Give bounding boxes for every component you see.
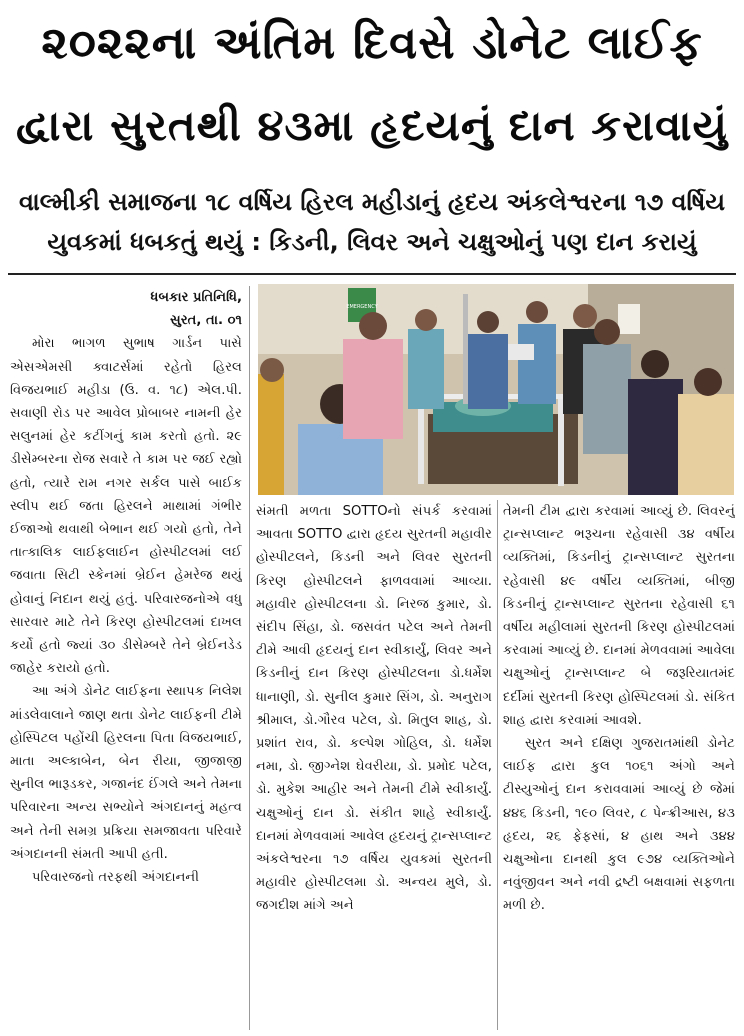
- hospital-photo: [258, 284, 734, 495]
- header-rule: [8, 273, 736, 275]
- article-column-3: [503, 500, 735, 1032]
- column1-paragraph-3: પરિવારજનો તરફથી અંગદાનની: [32, 870, 200, 886]
- article-column-1: [10, 286, 242, 1032]
- headline-line-2: દ્વારા સુરતથી ૪૩મા હૃદયનું દાન કરાવાયું: [16, 101, 728, 150]
- column-divider-2: [497, 500, 498, 1030]
- byline-reporter: ધબકાર પ્રતિનિધિ,: [150, 290, 242, 305]
- exit-sign-text: EMERGENCY: [346, 304, 378, 310]
- headline-line-1: ૨૦૨૨ના અંતિમ દિવસે ડોનેટ લાઈફ: [41, 16, 703, 69]
- article-column-2: [256, 500, 492, 1032]
- column2-paragraph-1: સંમતી મળતા SOTTOનો સંપર્ક કરવામાં આવતા SOTTO દ્વારા હૃદય સુરતની મહાવીર હોસ્પીટલને, કિડની અને લિવર સુરતની કિરણ હોસ્પીટલને ફાળવવામાં આવ્યા. મહાવીર હોસ્પીટલના ડો. નિરજ કુમાર, ડો. સંદીપ સિંહા, ડો. જસવંત પટેલ અને તેમની ટીમે આવી હૃદયનું દાન સ્વીકાર્યું, લિવર અને કિડનીનું દાન કિરણ હોસ્પીટલના ડો.ધર્મેશ ધાનાણી, ડો. સુનીલ કુમાર સિંગ, ડો. અનુરાગ શ્રીમાલ, ડો.ગૌરવ પટેલ, ડો. મિતુલ શાહ, ડો. પ્રશાંત રાવ, ડો. કલ્પેશ ગોહિલ, ડો. ધર્મેશ નમા, ડો. જીગ્નેશ ઘેવરીયા, ડો. પ્રમોદ પટેલ, ડો. મુકેશ આહીર અને તેમની ટીમે સ્વીકાર્યું. ચક્ષુઓનું દાન ડો. સંકીત શાહે સ્વીકાર્યું. દાનમાં મેળવવામાં આવેલ હૃદયનું ટ્રાન્સપ્લાન્ટ અંકલેશ્વરના ૧૭ વર્ષિય યુવકમાં સુરતની મહાવીર હોસ્પીટલમા ડો. અન્વય મુલે, ડો. જગદીશ માંગે અને: [256, 504, 492, 914]
- byline-dateline: સુરત, તા. ૦૧: [170, 313, 242, 329]
- subheadline-line-2: યુવકમાં ધબકતું થયું : કિડની, લિવર અને ચક્ષુઓનું પણ દાન કરાયું: [47, 228, 697, 256]
- subheadline-line-1: વાલ્મીકી સમાજના ૧૮ વર્ષિય હિરલ મહીડાનું હૃદય અંકલેશ્વરના ૧૭ વર્ષિય: [18, 188, 726, 216]
- column3-paragraph-2: સુરત અને દક્ષિણ ગુજરાતમાંથી ડોનેટ લાઈફ દ્વારા કુલ ૧૦૬૧ અંગો અને ટીસ્યુઓનું દાન કરાવવામાં આવ્યું છે જેમાં ૪૪૬ કિડની, ૧૯૦ લિવર, ૮ પેન્ક્રીઆસ, ૪૩ હૃદય, ૨૬ ફેફસાં, ૪ હાથ અને ૩૪૪ ચક્ષુઓના દાનથી કુલ ૯૭૪ વ્યક્તિઓને નવુંજીવન અને નવી દ્રષ્ટી બક્ષવામાં સફળતા મળી છે.: [503, 736, 735, 914]
- column1-paragraph-1: મોરા ભાગળ સુભાષ ગાર્ડન પાસે એસએમસી ક્વાટર્સમાં રહેતો હિરલ વિજયભાઈ મહીડા (ઉ. વ. ૧૮) એલ.પી. સવાણી રોડ પર આવેલ પ્રોબાબર નામની હેર સલુનમાં હેર કટીંગનું કામ કરતો હતો. ૨૯ ડીસેમ્બરના રોજ સવારે તે કામ પર જઈ રહ્યો હતો, ત્યારે રામ નગર સર્કલ પાસે બાઈક સ્લીપ થઈ જતા હિરલને માથામાં ગંભીર ઈજાઓ થવાથી બેભાન થઈ ગયો હતો, તેને તાત્કાલિક લાઈફલાઈન હોસ્પીટલમાં લઈ જવાતા સિટી સ્કેનમાં બ્રેઈન હેમરેજ થયું હોવાનું નિદાન થયું હતું. પરિવારજનોએ વધુ સારવાર માટે તેને કિરણ હોસ્પીટલમાં દાખલ કર્યો હતો જ્યાં ૩૦ ડીસેમ્બરે તેને બ્રેઈનડેડ જાહેર કરાયો હતો.: [10, 336, 242, 677]
- column-divider-1: [249, 286, 250, 1030]
- column3-paragraph-1: તેમની ટીમ દ્વારા કરવામાં આવ્યું છે. લિવરનું ટ્રાન્સપ્લાન્ટ ભરૂચના રહેવાસી ૩૪ વર્ષીય વ્યક્તિમાં, કિડનીનું ટ્રાન્સપ્લાન્ટ સુરતના રહેવાસી ૪૯ વર્ષીય વ્યક્તિમાં, બીજી કિડનીનું ટ્રાન્સપ્લાન્ટ સુરતના રહેવાસી ૬૧ વર્ષીય મહીલામાં સુરતની કિરણ હોસ્પીટલમાં કરવામાં આવ્યું છે. દાનમાં મેળવવામાં આવેલા ચક્ષુઓનું ટ્રાન્સપ્લાન્ટ બે જરૂરિયાતમંદ દર્દીમાં સુરતની કિરણ હોસ્પિટલમાં ડો. સંકિત શાહ દ્વારા કરવામાં આવશે.: [503, 504, 735, 728]
- column1-paragraph-2: આ અંગે ડોનેટ લાઈફના સ્થાપક નિલેશ માંડલેવાલાને જાણ થતા ડોનેટ લાઈફની ટીમે હોસ્પિટલ પહોંચી હિરલના પિતા વિજયભાઈ, માતા અલ્કાબેન, બેન રીયા, જીજાજી સુનીલ ભારૂડકર, ગજાનંદ ઈંગલે અને તેમના પરિવારના અન્ય સભ્યોને અંગદાનનું મહત્વ અને તેની સમગ્ર પ્રક્રિયા સમજાવતા પરિવારે અંગદાનની સંમતી આપી હતી.: [10, 684, 242, 862]
